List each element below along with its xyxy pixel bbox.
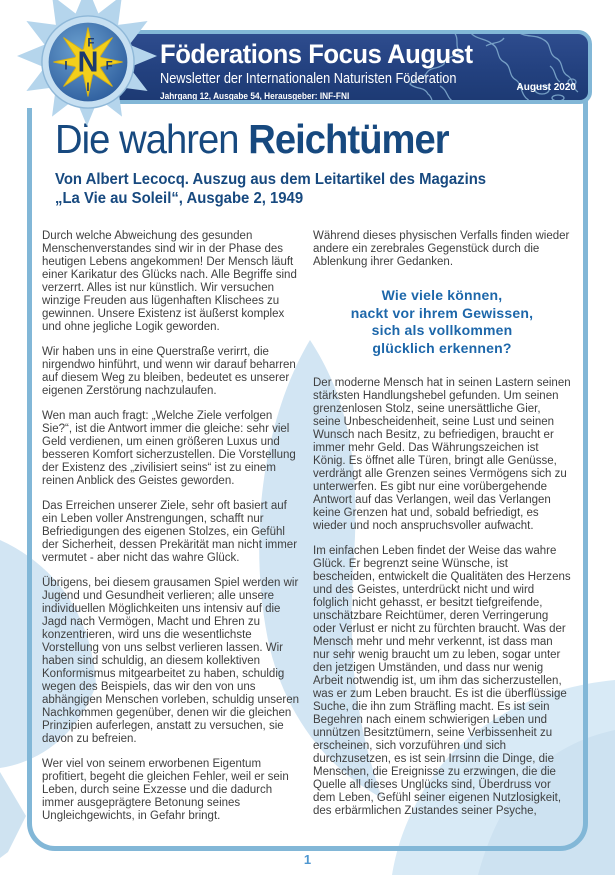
page-number: 1 xyxy=(303,852,312,867)
newsletter-subtitle: Newsletter der Internationalen Naturisten Föderation xyxy=(160,71,457,87)
logo-letter-left: I xyxy=(64,60,68,73)
inf-fni-logo xyxy=(40,14,136,110)
right-column xyxy=(313,230,571,835)
article-body xyxy=(42,230,572,835)
header-banner xyxy=(92,30,592,104)
pull-quote-line: Wie viele können, xyxy=(381,287,503,303)
article-title-regular: Die wahren xyxy=(55,116,249,162)
pull-quote-line: nackt vor ihrem Gewissen, xyxy=(350,304,534,321)
article-paragraph: Durch welche Abweichung des gesunden Menschenverstandes sind wir in der Phase des heutigen Lebens angekommen! Der Mensch läuft einer Karikatur des Glücks nach. Alle Begriffe sind verzerrt. Alles ist nur künstlich. Wir versuchen winzige Freuden aus lügenhaften Klischees zu gewinnen. Unsere Existenz ist äußerst komplex und ohne jegliche Logik geworden. xyxy=(42,230,297,333)
article-paragraph: Der moderne Mensch hat in seinen Lastern seinen stärksten Handlungshebel gefunden. Um seinen grenzenlosen Stolz, seine unersättliche Gier, seine Unbescheidenheit, seine Lust und seinen Wunsch nach Besitz, zu befriedigen, braucht er immer mehr Geld. Das Währungszeichen ist König. Es öffnet alle Türen, bringt alle Genüsse, verdrängt alle Grenzen seines Vermögens sich zu unterwerfen. Es gibt nur eine vorübergehende Antwort auf das Verlangen, weil das Verlangen keine Grenzen hat und, sobald befriedigt, es wieder und noch anspruchsvoller aufwacht. xyxy=(313,377,571,532)
article-paragraph: Während dieses physischen Verfalls finden wieder andere ein zerebrales Gegenstück durch die Ablenkung ihrer Gedanken. xyxy=(313,230,570,268)
article-paragraph: Wen man auch fragt: „Welche Ziele verfolgen Sie?“, ist die Antwort immer die gleiche: sehr viel Geld verdienen, um einen größeren Luxus und besseren Komfort sicherzustellen. Die Vorstellung der Existenz des „zivilisiert seins“ ist zu einem reinen Anblick des Geistes geworden. xyxy=(42,410,296,487)
article-subtitle-line2: „La Vie au Soleil“, Ausgabe 2, 1949 xyxy=(55,190,304,207)
article-paragraph: Das Erreichen unserer Ziele, sehr oft basiert auf ein Leben voller Anstrengungen, schafft nur Befriedigungen des eigenen Stolzes, ein Gefühl der Sicherheit, dessen Prekärität man nicht immer vermutet - aber nicht das wahre Glück. xyxy=(42,500,298,564)
article-subtitle xyxy=(55,170,486,208)
article-title-bold: Reichtümer xyxy=(248,116,449,162)
issue-date: August 2020 xyxy=(516,82,576,93)
newsletter-title: Föderations Focus August xyxy=(160,39,473,69)
pull-quote-line: sich als vollkommen xyxy=(371,322,513,338)
pull-quote xyxy=(313,287,571,357)
logo-letter-bottom: I xyxy=(86,81,90,94)
logo-letter-top: F xyxy=(87,37,95,50)
article-paragraph: Wer viel von seinem erworbenen Eigentum profitiert, begeht die gleichen Fehler, weil er sein Leben, durch seine Exzesse und die dadurch immer ausgeprägtere Betonung seines Ungleichgewichts, in Gefahr bringt. xyxy=(42,758,289,822)
article-paragraph: Wir haben uns in eine Querstraße verirrt, die nirgendwo hinführt, und wenn wir darauf beharren auf diesem Weg zu bleiben, bedeutet es unserer eigenen Zerstörung nachzulaufen. xyxy=(42,346,296,397)
banner-text-block xyxy=(160,39,497,101)
logo-letter-center: N xyxy=(77,46,99,79)
left-column xyxy=(42,230,300,835)
pull-quote-line: glücklich erkennen? xyxy=(372,339,512,356)
article-paragraph: Übrigens, bei diesem grausamen Spiel werden wir Jugend und Gesundheit verlieren; alle unsere individuellen Möglichkeiten uns intensiv auf die Jagd nach Vermögen, Macht und Ehren zu konzentrieren, wird uns die wesentlichste Vorstellung von uns selbst verlieren lassen. Wir haben sind schuldig, an diesem kollektiven Konformismus mitgearbeitet zu haben, schuldig wegen des Beispiels, das wir den von uns abhängigen Menschen vorleben, schuldig unseren Nachkommen gegenüber, denen wir die gleichen Prinzipien auferlegen, anstatt zu versuchen, sie davon zu befreien. xyxy=(42,577,300,745)
logo-letter-right: F xyxy=(105,60,113,73)
article-paragraph: Im einfachen Leben findet der Weise das wahre Glück. Er begrenzt seine Wünsche, ist bescheiden, entwickelt die Qualitäten des Herzens und des Geistes, unterdrückt nicht und wird folglich nicht gehasst, er besitzt tiefgreifende, unschätzbare Reichtümer, deren Verringerung oder Verlust er nicht zu fürchten braucht. Was der Mensch mehr und mehr verkennt, ist dass man nur sehr wenig braucht um zu leben, sogar unter den jetzigen Umständen, und dass nur wenig Arbeit notwendig ist, um ihm das sicherzustellen, was er zum Leben braucht. Es ist die überflüssige Suche, die ihn zum Sträfling macht. Es ist sein Begehren nach einem schwierigen Leben und unnützen Besitztümern, seine Verbissenheit zu erscheinen, sich vorzuführen und sich durchzusetzen, es ist sein Irrsinn die Dinge, die Menschen, die Ereignisse zu erzwingen, die die Quelle all dieses Unglücks sind, Überdruss vor dem Leben, Gefühl seiner eigenen Nutzlosigkeit, des erbärmlichen Zustandes seiner Psyche, xyxy=(313,545,571,817)
newsletter-meta: Jahrgang 12, Ausgabe 54, Herausgeber: INF-FNI xyxy=(160,91,350,101)
logo-area xyxy=(10,0,165,139)
article-subtitle-line1: Von Albert Lecocq. Auszug aus dem Leitartikel des Magazins xyxy=(55,171,487,188)
